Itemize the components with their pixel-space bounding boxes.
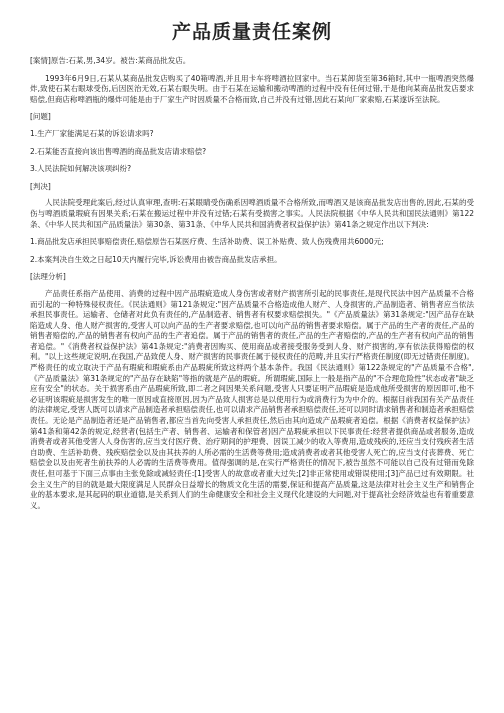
case-facts: 1993年6月9日,石某从某商品批发店购买了40箱啤酒,并且用卡车将啤酒拉回家中。当石某卸货至第36箱时,其中一瓶啤酒突然爆炸,致使石某右眼球受伤,后因医治无效,石某右眼失明。由于石某在运输和搬动啤酒的过程中没有任何过错,于是他向某商品批发店要求赔偿,但商店称啤酒瓶的爆炸可能是由于厂家生产时因质量不合格而致,自己并没有过错,因此石某向厂家索赔,石某遂诉至法院。 <box>30 73 474 104</box>
ruling-item: 1.商品批发店承担民事赔偿责任,赔偿原告石某医疗费、生活补助费、误工补贴费、致人伤残费用共6000元; <box>30 237 384 247</box>
case-info: [案情]原告:石某,男,34岁。被告:某商品批发店。 <box>30 56 191 65</box>
page-title: 产品质量责任案例 <box>171 21 332 43</box>
question-heading: [问题] <box>30 112 51 122</box>
ruling-item: 2.本案判决自生效之日起10天内履行完毕,诉讼费用由被告商品批发店承担。 <box>30 254 282 264</box>
verdict-text: 人民法院受理此案后,经过认真审理,查明:石某眼睛受伤确系因啤酒质量不合格所致,而啤酒又是该商品批发店出售的,因此,石某的受伤与啤酒质量瑕疵有因果关系;石某在搬运过程中并没有过错;石某有受损害之事实。人民法院根据《中华人民共和国民法通则》第122条、《中华人民共和国产品质量法》第30条、第31条、《中华人民共和国消费者权益保护法》第41条之规定作出以下判决: <box>30 198 474 229</box>
verdict-heading: [判决] <box>30 181 51 191</box>
question-item: 2.石某能否直接向该出售啤酒的商品批发店请求赔偿? <box>30 146 207 156</box>
analysis-heading: [法理分析] <box>30 272 66 282</box>
question-item: 3.人民法院如何解决该项纠纷? <box>30 164 132 174</box>
question-item: 1.生产厂家能满足石某的诉讼请求吗? <box>30 128 154 138</box>
analysis-text: 产品责任系指产品使用、消费的过程中因产品瑕疵造成人身伤害或者财产损害所引起的民事责任,是现代民法中因产品质量不合格而引起的一种特殊侵权责任。《民法通则》第121条规定:"因产品质量不合格造成他人财产、人身损害的,产品制造者、销售者应当依法承担民事责任。运输者、仓储者对此负有责任的,产品制造者、销售者有权要求赔偿损失。"《产品质量法》第31条规定:"因产品存在缺陷造成人身、他人财产损害的,受害人可以向产品的生产者要求赔偿,也可以向产品的销售者要求赔偿。属于产品的生产者的责任,产品的销售者赔偿的,产品的销售者有权向产品的生产者追偿。属于产品的销售者的责任,产品的生产者赔偿的,产品的生产者有权向产品的销售者追偿。"《消费者权益保护法》第41条规定:"消费者因购买、使用商品或者接受服务受到人身、财产损害的,享有依法获得赔偿的权利。"以上这些规定说明,在我国,产品致使人身、财产损害的民事责任属于侵权责任的范畴,并且实行严格责任制度(即无过错责任制度)。严格责任的成立取决于产品有瑕疵和瑕疵系由产品瑕疵所致这样两个基本条件。我国《民法通则》第122条规定的"产品质量不合格",《产品质量法》第31条规定的"产品存在缺陷"等指的就是产品的瑕疵。所谓瑕疵,国际上一般是指产品的"不合理危险性"状态或者"缺乏应有安全"的状态。关于损害系由产品瑕疵所致,即二者之间因果关系问题,受害人只要证明产品瑕疵是造成他所受损害的原因即可,他不必证明该瑕疵是损害发生的唯一原因或直接原因,因为产品致人损害总是以使用行为或消费行为为中介的。根据目前我国有关产品责任的法律规定,受害人既可以请求产品制造者承担赔偿责任,也可以请求产品销售者承担赔偿责任,还可以同时请求销售者和制造者承担赔偿责任。无论是产品制造者还是产品销售者,都应当首先向受害人承担责任,然后由其向造成产品瑕疵者追偿。根据《消费者权益保护法》第41条和第42条的规定,经营者(包括生产者、销售者、运输者和保管者)因产品瑕疵承担以下民事责任:经营者提供商品或者服务,造成消费者或者其他受害人人身伤害的,应当支付医疗费、治疗期间的护理费、因误工减少的收入等费用,造成残疾的,还应当支付残疾者生活自助费、生活补助费、残疾赔偿金以及由其扶养的人所必需的生活费等费用;造成消费者或者其他受害人死亡的,应当支付丧葬费、死亡赔偿金以及由死者生前扶养的人必需的生活费等费用。值得强调的是,在实行严格责任的情况下,被告虽然不可能以自己没有过错而免除责任,但可基于下面三点事由主张免除或减轻责任:[1]受害人的故意或者重大过失;[2]非正常使用或错误使用;[3]产品已过有效期限。社会主义生产的目的就是最大限度满足人民群众日益增长的物质文化生活的需要,保证和提高产品质量,这是法律对社会主义生产和销售企业的基本要求,是其起码的职业道德,是关系到人们的生命健康安全和社会主义现代化建设的大问题,对于提高社会经济效益也有着重要意义。 <box>30 288 474 510</box>
